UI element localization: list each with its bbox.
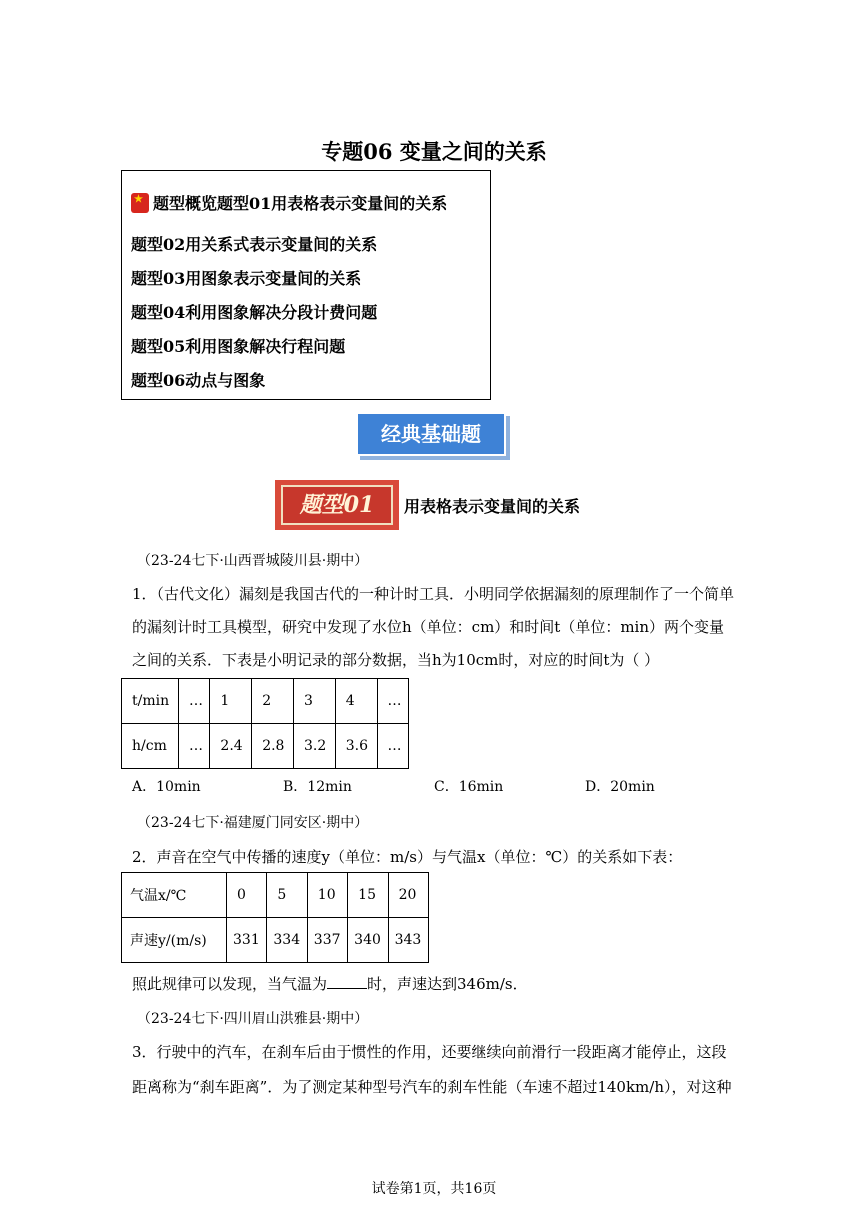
overview-item-4: 题型04利用图象解决分段计费问题 [131,303,378,322]
q1-option-a: A．10min [132,779,201,795]
q1-source: （23-24七下·山西晋城陵川县·期中） [137,553,369,569]
type-badge: 题型01 [275,480,399,530]
table-row [122,918,429,963]
table-cell: h/cm [122,724,179,769]
q1-text-line2: 的漏刻计时工具模型，研究中发现了水位h（单位：cm）和时间t（单位：min）两个变量 [132,618,724,636]
overview-item-3: 题型03用图象表示变量间的关系 [131,269,362,288]
table-cell: 5 [267,873,307,918]
table-cell: … [377,724,408,769]
type-overview-box [121,170,491,400]
q1-table [121,678,409,769]
table-cell: 337 [307,918,347,963]
table-cell: 343 [388,918,428,963]
table-cell: … [179,679,210,724]
table-cell: 4 [335,679,377,724]
table-row [122,724,409,769]
table-cell: 3 [293,679,335,724]
table-cell: 2.8 [252,724,294,769]
flag-icon [131,193,149,213]
q1-option-d: D．20min [585,779,655,795]
page-footer: 试卷第1页，共16页 [371,1181,497,1197]
q2-text-after: 照此规律可以发现，当气温为 时，声速达到346m/s． [132,975,528,993]
table-cell: 气温x/℃ [122,873,227,918]
table-cell: 15 [348,873,388,918]
table-cell: 3.6 [335,724,377,769]
table-cell: … [377,679,408,724]
section-banner: 经典基础题 [356,412,510,460]
table-cell: 0 [227,873,267,918]
overview-item-1: ★题型概览题型01用表格表示变量间的关系 [131,191,447,214]
table-cell: 2 [252,679,294,724]
table-cell: 334 [267,918,307,963]
q3-source: （23-24七下·四川眉山洪雅县·期中） [137,1011,369,1027]
table-row [122,873,429,918]
q2-table [121,872,429,963]
q1-option-c: C．16min [434,779,504,795]
q2-text-line1: 2．声音在空气中传播的速度y（单位：m/s）与气温x（单位：℃）的关系如下表： [132,848,683,866]
q1-text-line3: 之间的关系．下表是小明记录的部分数据，当h为10cm时，对应的时间t为（ ） [132,651,660,669]
table-cell: … [179,724,210,769]
table-cell: 1 [210,679,252,724]
q2-source: （23-24七下·福建厦门同安区·期中） [137,815,369,831]
overview-item-6: 题型06动点与图象 [131,371,266,390]
table-cell: 10 [307,873,347,918]
q1-option-b: B．12min [283,779,352,795]
q3-text-line1: 3．行驶中的汽车，在刹车后由于惯性的作用，还要继续向前滑行一段距离才能停止，这段 [132,1043,727,1061]
table-cell: 2.4 [210,724,252,769]
type-title: 用表格表示变量间的关系 [404,497,581,516]
table-cell: 340 [348,918,388,963]
answer-blank [327,974,367,989]
table-cell: 3.2 [293,724,335,769]
table-cell: t/min [122,679,179,724]
q1-text-line1: 1．（古代文化）漏刻是我国古代的一种计时工具．小明同学依据漏刻的原理制作了一个简单 [132,585,735,603]
document-title: 专题06 变量之间的关系 [321,139,547,164]
table-cell: 20 [388,873,428,918]
q3-text-line2: 距离称为“刹车距离”．为了测定某种型号汽车的刹车性能（车速不超过140km/h），对这种 [132,1078,732,1096]
table-cell: 声速y/(m/s) [122,918,227,963]
table-cell: 331 [227,918,267,963]
overview-item-2: 题型02用关系式表示变量间的关系 [131,235,378,254]
overview-item-5: 题型05利用图象解决行程问题 [131,337,346,356]
table-row [122,679,409,724]
